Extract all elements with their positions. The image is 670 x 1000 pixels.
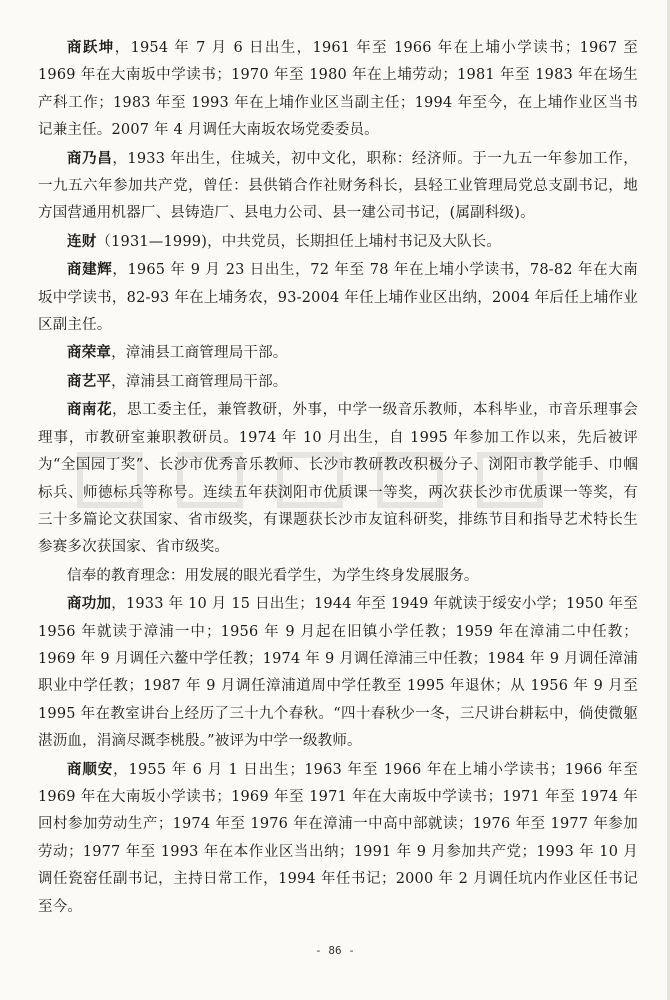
person-name: 商功加: [67, 595, 112, 613]
entry-lian-cai: [38, 228, 638, 256]
entry-shang-naichang: [38, 145, 638, 228]
education-philosophy: [38, 562, 638, 590]
entry-text: ，1965 年 9 月 23 日出生，72 年至 78 年在上埔小学读书，78-82 年在大南坂中学读书，82-93 年在上埔务农，93-2004 年任上埔作业区出纳，2004 年后任上埔作业区副主任。: [38, 262, 638, 334]
entry-shang-jianhui: [38, 256, 638, 339]
page-number: - 86 -: [315, 944, 355, 957]
document-body: [38, 34, 638, 921]
person-name: 商南花: [67, 401, 113, 419]
person-name: 商乃昌: [67, 149, 113, 167]
entry-shang-rongzhang: [38, 339, 638, 367]
entry-shang-yuekun: [38, 34, 638, 145]
entry-text: ，1933 年出生，住城关，初中文化，职称：经济师。于一九五一年参加工作，一九五六年参加共产党，曾任：县供销合作社财务科长，县轻工业管理局党总支副书记，地方国营通用机器厂、县铸造厂、县电力公司、县一建公司书记，(属副科级)。: [38, 150, 638, 222]
entry-shang-gongjia: [38, 590, 638, 755]
entry-text: ，1954 年 7 月 6 日出生，1961 年至 1966 年在上埔小学读书；1967 至 1969 年在大南坂中学读书；1970 年至 1980 年在上埔劳动；1981 年至 1983 年在场生产科工作；1983 年至 1993 年在上埔作业区当副主任；1994 年至今，在上埔作业区当书记兼主任。2007 年 4 月调任大南坂农场党委委员。: [38, 40, 638, 139]
entry-text: （1931—1999)，中共党员，长期担任上埔村书记及大队长。: [96, 233, 502, 250]
entry-text: ，1955 年 6 月 1 日出生；1963 年至 1966 年在上埔小学读书；1966 年至 1969 年在大南坂小学读书；1969 年至 1971 年在大南坂中学读书；1971 年至 1974 年回村参加劳动生产；1974 年至 1976 年在漳浦一中高中部就读；1976 年至 1977 年参加劳动；1977 年至 1993 年在本作业区当出纳；1991 年 9 月参加共产党；1993 年 10 月调任瓷窑任副书记，主持日常工作，1994 年任书记；2000 年 2 月调任坑内作业区任书记至今。: [38, 761, 638, 915]
person-name: 商荣章: [67, 344, 112, 362]
entry-text: ，漳浦县工商管理局干部。: [111, 345, 288, 362]
entry-text: ，1933 年 10 月 15 日出生；1944 年至 1949 年就读于绥安小学；1950 年至 1956 年就读于漳浦一中；1956 年 9 月起在旧镇小学任教；1959 年在漳浦二中任教；1969 年 9 月调任六鳌中学任教；1974 年 9 月调任漳浦三中任教；1984 年 9 月调任漳浦职业中学任教；1987 年 9 月调任漳浦道周中学任教至 1995 年退休；从 1956 年 9 月至 1995 年在教室讲台上经历了三十九个春秋。“四十春秋少一冬，三尺讲台耕耘中，倘使微躯湛沥血，涓滴尽溉李桃殷。”被评为中学一级教师。: [38, 596, 638, 750]
person-name: 商顺安: [67, 760, 114, 778]
entry-shang-nanhua: [38, 396, 638, 561]
entry-shang-yiping: [38, 368, 638, 396]
entry-text: ，漳浦县工商管理局干部。: [111, 373, 288, 390]
person-name: 商艺平: [67, 372, 112, 390]
person-name: 连财: [67, 232, 97, 250]
entry-text: ，思工委主任，兼管教研，外事，中学一级音乐教师，本科毕业，市音乐理事会理事，市教研室兼职教研员。1974 年 10 月出生，自 1995 年参加工作以来，先后被评为“全国园丁奖”、长沙市优秀音乐教师、长沙市教研教改积极分子、浏阳市教学能手、巾帼标兵、师德标兵等称号。连续五年获浏阳市优质课一等奖，两次获长沙市优质课一等奖，有三十多篇论文获国家、省市级奖，有课题获长沙市友谊科研奖，排练节目和指导艺术特长生参赛多次获国家、省市级奖。: [38, 402, 638, 556]
entry-text: 信奉的教育理念：用发展的眼光看学生，为学生终身发展服务。: [67, 567, 479, 584]
person-name: 商建辉: [67, 261, 113, 279]
person-name: 商跃坤: [67, 39, 115, 56]
entry-shang-shunan: [38, 756, 638, 921]
